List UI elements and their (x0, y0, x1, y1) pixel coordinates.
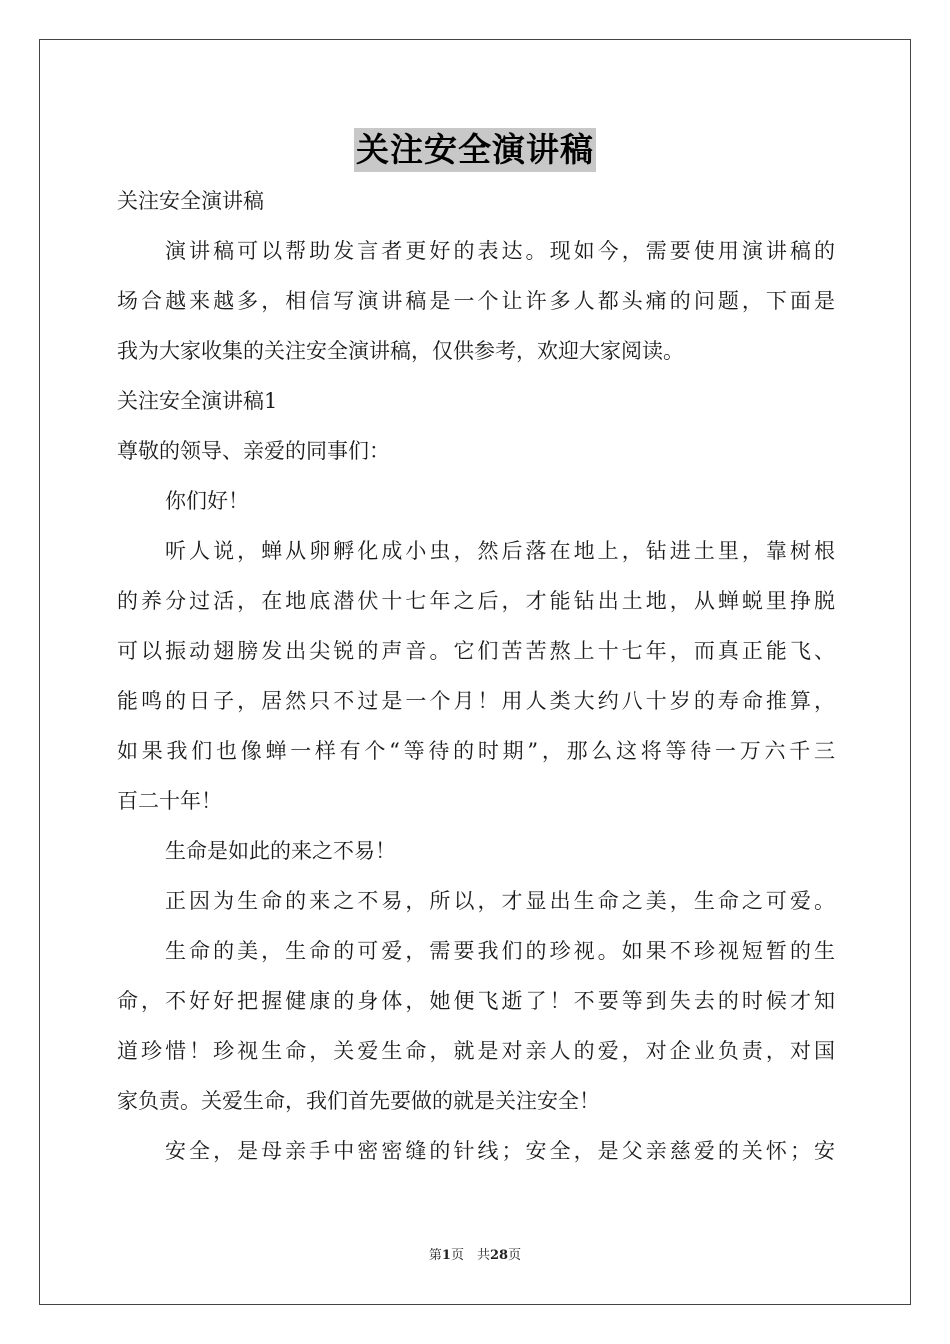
footer-prefix: 第 (428, 1248, 442, 1263)
body-line: 百二十年！ (117, 789, 222, 813)
body-line: 道珍惜！珍视生命，关爱生命，就是对亲人的爱，对企业负责，对国 (117, 1039, 835, 1063)
body-line: 的养分过活，在地底潜伏十七年之后，才能钻出土地，从蝉蜕里挣脱 (117, 589, 835, 613)
body-line: 如果我们也像蝉一样有个“等待的时期”，那么这将等待一万六千三 (117, 739, 835, 763)
body-line: 生命的美，生命的可爱，需要我们的珍视。如果不珍视短暂的生 (165, 939, 835, 963)
body-line: 家负责。关爱生命，我们首先要做的就是关注安全！ (117, 1089, 600, 1113)
body-line: 正因为生命的来之不易，所以，才显出生命之美，生命之可爱。 (165, 889, 835, 913)
document-title: 关注安全演讲稿 (354, 128, 596, 172)
body-line: 命，不好好把握健康的身体，她便飞逝了！不要等到失去的时候才知 (117, 989, 835, 1013)
body-line: 你们好！ (165, 489, 249, 513)
body-line: 能鸣的日子，居然只不过是一个月！用人类大约八十岁的寿命推算， (117, 689, 835, 713)
body-line: 可以振动翅膀发出尖锐的声音。它们苦苦熬上十七年，而真正能飞、 (117, 639, 835, 663)
page-footer (0, 1246, 950, 1266)
document-subtitle: 关注安全演讲稿 (117, 189, 264, 213)
footer-middle: 页 共 (450, 1248, 490, 1263)
body-line: 尊敬的领导、亲爱的同事们： (117, 439, 390, 463)
footer-total-pages: 28 (489, 1248, 509, 1263)
document-body (117, 176, 835, 1176)
body-line: 场合越来越多，相信写演讲稿是一个让许多人都头痛的问题，下面是 (117, 289, 835, 313)
footer-suffix: 页 (508, 1248, 522, 1263)
body-line: 听人说，蝉从卵孵化成小虫，然后落在地上，钻进土里，靠树根 (165, 539, 835, 563)
body-line: 关注安全演讲稿1 (117, 389, 278, 413)
body-line: 演讲稿可以帮助发言者更好的表达。现如今，需要使用演讲稿的 (165, 239, 835, 263)
body-line: 我为大家收集的关注安全演讲稿，仅供参考，欢迎大家阅读。 (117, 339, 684, 363)
body-line: 安全，是母亲手中密密缝的针线；安全，是父亲慈爱的关怀；安 (165, 1139, 835, 1163)
footer-current-page: 1 (441, 1248, 451, 1263)
document-title-block (0, 128, 950, 178)
body-line: 生命是如此的来之不易！ (165, 839, 396, 863)
